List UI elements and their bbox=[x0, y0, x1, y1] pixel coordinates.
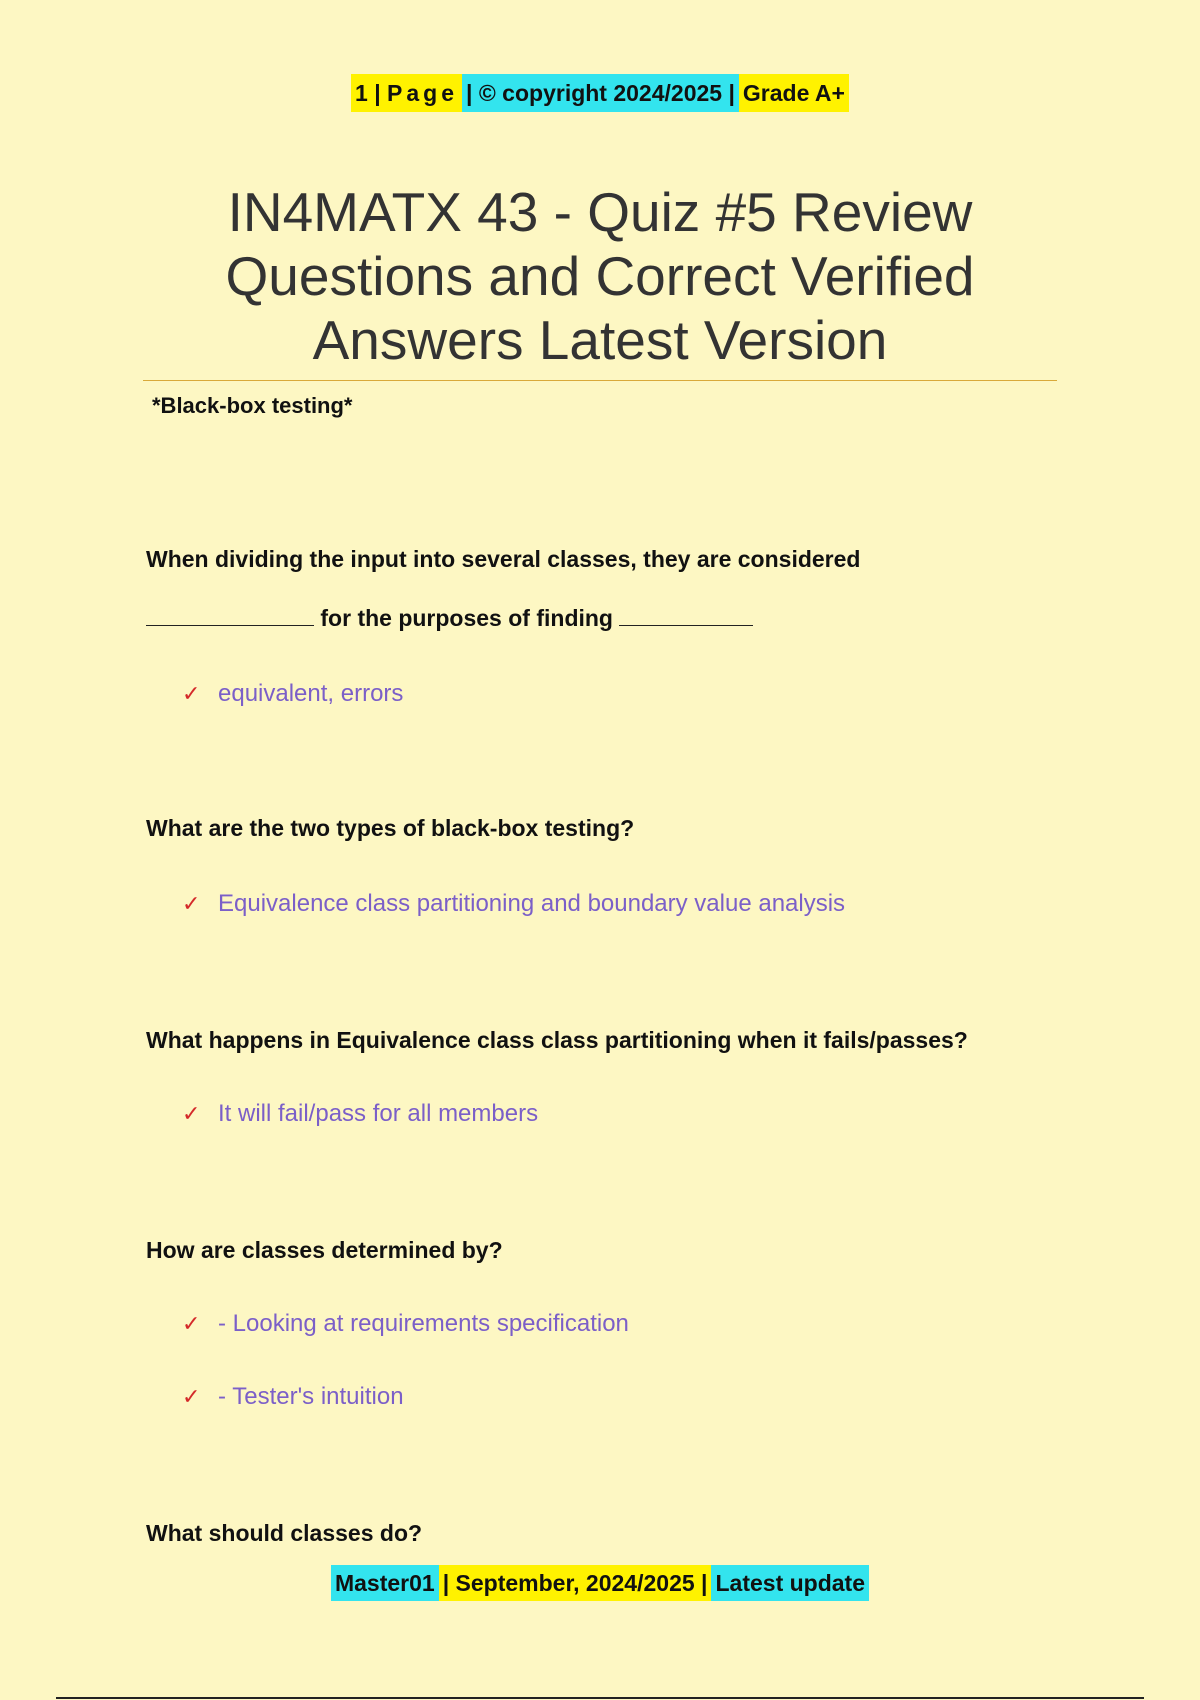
header-grade-block bbox=[739, 74, 849, 112]
header-copyright-block bbox=[462, 74, 739, 112]
check-icon: ✓ bbox=[182, 1101, 201, 1126]
title-divider bbox=[143, 380, 1057, 381]
footer-date-block bbox=[439, 1565, 712, 1601]
footer-update: Latest update bbox=[715, 1570, 866, 1596]
bottom-divider bbox=[56, 1697, 1144, 1699]
answer-3 bbox=[182, 1100, 538, 1128]
answer-2-text: Equivalence class partitioning and boundary value analysis bbox=[218, 890, 846, 917]
footer-separator: | bbox=[442, 1570, 450, 1596]
question-1-line-2 bbox=[146, 603, 753, 632]
question-4: How are classes determined by? bbox=[146, 1237, 503, 1263]
answer-4-2 bbox=[182, 1383, 404, 1411]
answer-4-1 bbox=[182, 1310, 629, 1338]
question-5: What should classes do? bbox=[146, 1520, 423, 1546]
check-icon: ✓ bbox=[182, 1311, 201, 1336]
check-icon: ✓ bbox=[182, 891, 201, 916]
fill-in-blank bbox=[619, 603, 753, 626]
footer-author: Master01 bbox=[334, 1570, 435, 1596]
footer-date: September, 2024/2025 bbox=[455, 1570, 695, 1596]
question-1-line-1: When dividing the input into several classes, they are considered bbox=[146, 546, 861, 572]
question-3: What happens in Equivalence class class partitioning when it fails/passes? bbox=[146, 1027, 968, 1053]
page-footer bbox=[0, 1565, 1200, 1601]
page-header bbox=[0, 74, 1200, 112]
header-grade: Grade A+ bbox=[742, 80, 845, 106]
footer-separator: | bbox=[701, 1570, 708, 1596]
answer-4-1-text: - Looking at requirements specification bbox=[218, 1310, 629, 1337]
check-icon: ✓ bbox=[182, 681, 201, 706]
footer-author-block bbox=[331, 1565, 439, 1601]
answer-1 bbox=[182, 680, 403, 708]
document-title: IN4MATX 43 - Quiz #5 Review Questions and Correct Verified Answers Latest Version bbox=[225, 181, 975, 371]
header-page-number-block bbox=[351, 74, 462, 112]
fill-in-blank bbox=[146, 603, 314, 626]
question-1-mid-text: for the purposes of finding bbox=[320, 605, 613, 631]
header-separator: | bbox=[466, 80, 473, 106]
header-separator: | bbox=[728, 80, 735, 106]
header-page-number: 1 bbox=[355, 80, 368, 106]
check-icon: ✓ bbox=[182, 1384, 201, 1409]
footer-update-block bbox=[711, 1565, 869, 1601]
question-2: What are the two types of black-box testing? bbox=[146, 815, 635, 841]
answer-3-text: It will fail/pass for all members bbox=[218, 1100, 539, 1127]
header-copyright: © copyright 2024/2025 bbox=[478, 80, 723, 106]
answer-2 bbox=[182, 890, 845, 918]
section-heading: *Black-box testing* bbox=[152, 393, 353, 418]
header-page-word: Page bbox=[387, 80, 459, 106]
header-separator: | bbox=[374, 80, 381, 106]
answer-4-2-text: - Tester's intuition bbox=[218, 1383, 404, 1410]
answer-1-text: equivalent, errors bbox=[218, 680, 404, 707]
